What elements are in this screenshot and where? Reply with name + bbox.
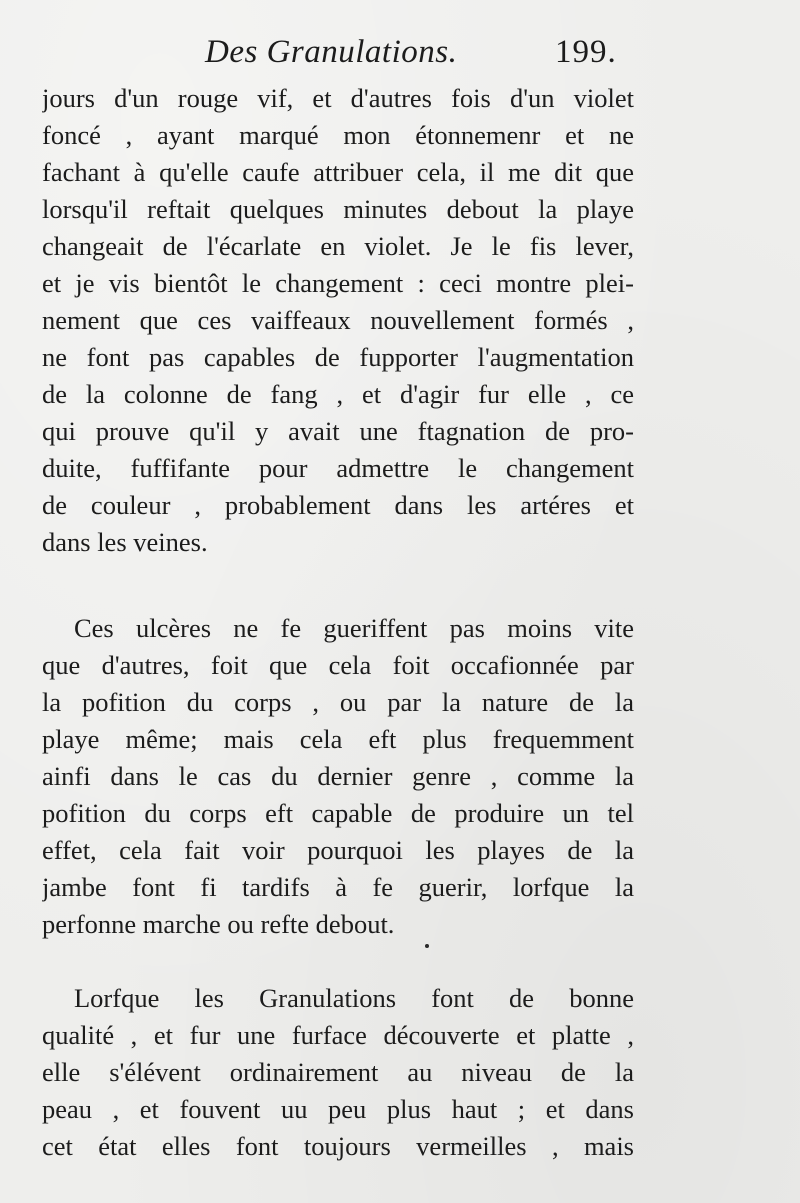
- text-line: cet état elles font toujours vermeilles , mais: [42, 1131, 634, 1161]
- text-line: ainfi dans le cas du dernier genre , comme la: [42, 761, 634, 791]
- text-line: qui prouve qu'il y avait une ftagnation de pro-: [42, 416, 634, 446]
- page-header: [0, 30, 800, 80]
- text-line: playe même; mais cela eft plus frequemment: [42, 724, 634, 754]
- text-line: nement que ces vaiffeaux nouvellement formés ,: [42, 305, 634, 335]
- text-line: foncé , ayant marqué mon étonnemenr et ne: [42, 120, 634, 150]
- text-line: peau , et fouvent uu peu plus haut ; et dans: [42, 1094, 634, 1124]
- text-line: que d'autres, foit que cela foit occafionnée par: [42, 650, 634, 680]
- text-line: elle s'élévent ordinairement au niveau de la: [42, 1057, 634, 1087]
- text-line: de la colonne de fang , et d'agir fur elle , ce: [42, 379, 634, 409]
- text-line: dans les veines.: [42, 527, 208, 557]
- text-line: Ces ulcères ne fe gueriffent pas moins vite: [74, 613, 634, 643]
- ornament-dot: [425, 944, 429, 948]
- text-line: qualité , et fur une furface découverte et platte ,: [42, 1020, 634, 1050]
- running-title: Des Granulations.: [205, 34, 458, 70]
- page-number: 199.: [555, 34, 617, 70]
- text-line: lorsqu'il reftait quelques minutes debout la playe: [42, 194, 634, 224]
- text-line: effet, cela fait voir pourquoi les playes de la: [42, 835, 634, 865]
- text-line: jambe font fi tardifs à fe guerir, lorfque la: [42, 872, 634, 902]
- text-line: pofition du corps eft capable de produire un tel: [42, 798, 634, 828]
- text-line: fachant à qu'elle caufe attribuer cela, il me dit que: [42, 157, 634, 187]
- text-line: de couleur , probablement dans les artéres et: [42, 490, 634, 520]
- text-line: jours d'un rouge vif, et d'autres fois d'un violet: [42, 83, 634, 113]
- text-line: Lorfque les Granulations font de bonne: [74, 983, 634, 1013]
- text-line: changeait de l'écarlate en violet. Je le fis lever,: [42, 231, 634, 261]
- text-line: ne font pas capables de fupporter l'augmentation: [42, 342, 634, 372]
- text-line: la pofition du corps , ou par la nature de la: [42, 687, 634, 717]
- text-line: duite, fuffifante pour admettre le changement: [42, 453, 634, 483]
- text-line: perfonne marche ou refte debout.: [42, 909, 395, 939]
- text-line: et je vis bientôt le changement : ceci montre plei-: [42, 268, 634, 298]
